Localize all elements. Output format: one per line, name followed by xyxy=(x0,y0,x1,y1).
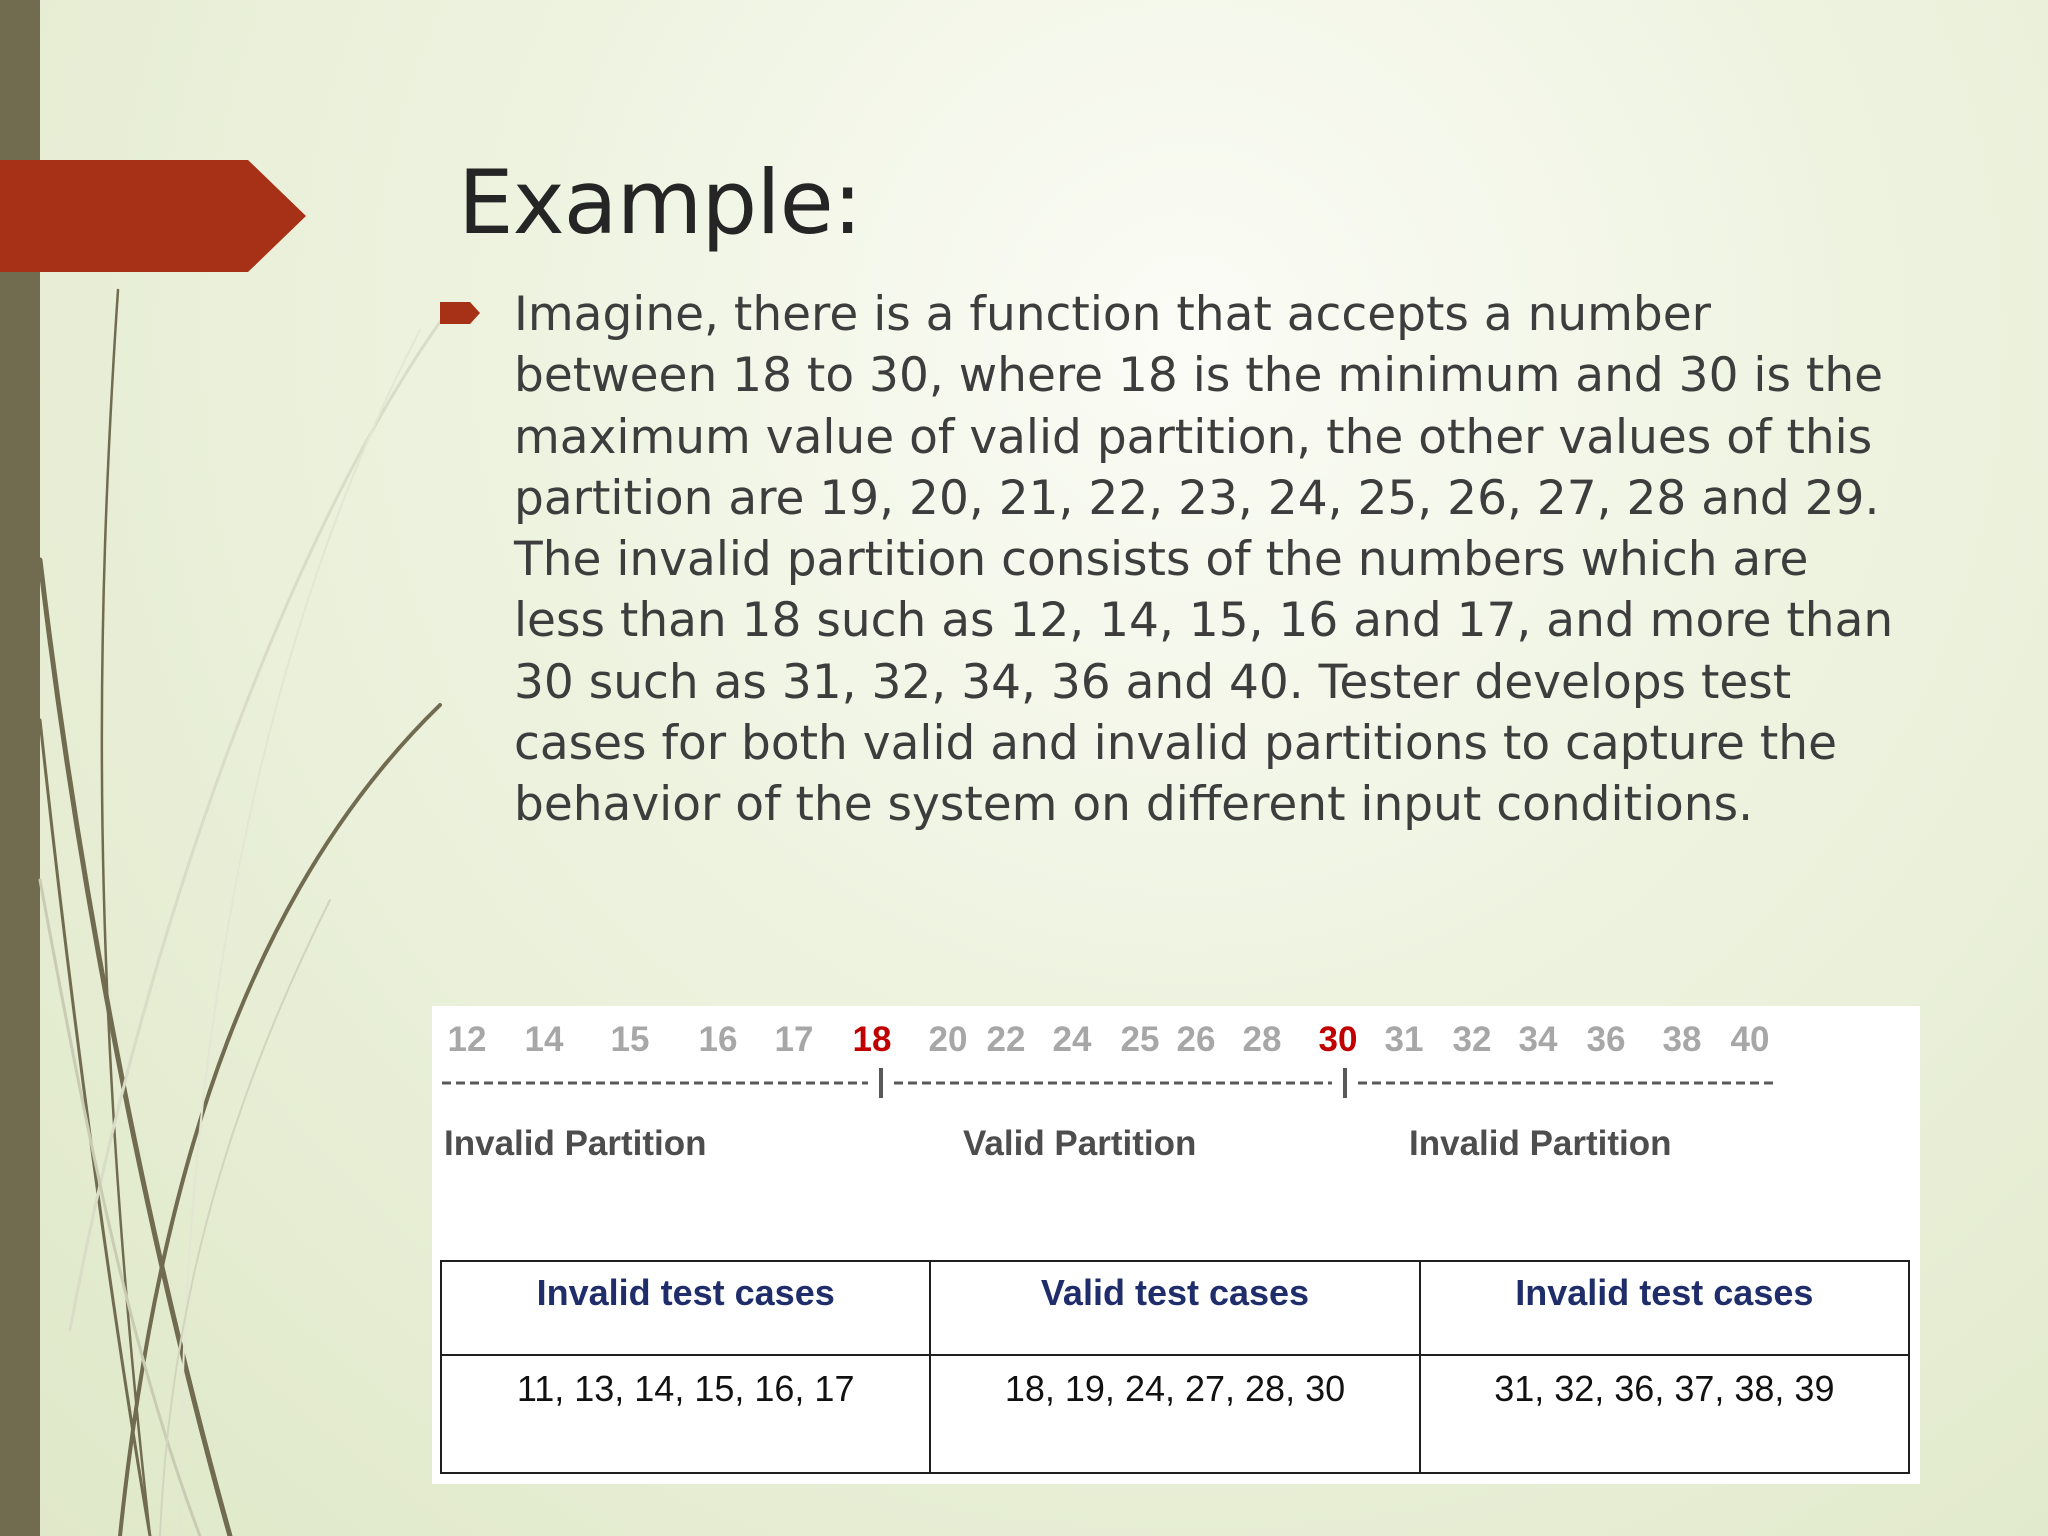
slide-body-text: Imagine, there is a function that accepts a number between 18 to 30, where 18 is the minimum and 30 is the maximum value of valid partition, the other values of this partition are 19, 20, 21, 22, 23, 24, 25, 26, 27, 28 and 29. The invalid partition consists of the numbers which are less than 18 such as 12, 14, 15, 16 and 17, and more than 30 such as 31, 32, 34, 36 and 40. Tester develops test cases for both valid and invalid partitions to capture the behavior of the system on different input conditions. xyxy=(514,287,1894,833)
title-arrow-tab xyxy=(0,160,308,272)
number-label: 34 xyxy=(1518,1020,1558,1059)
number-label: 40 xyxy=(1730,1020,1770,1059)
table-cell: 11, 13, 14, 15, 16, 17 xyxy=(441,1355,930,1473)
number-label: 15 xyxy=(610,1020,650,1059)
table-cell: 18, 19, 24, 27, 28, 30 xyxy=(930,1355,1419,1473)
arrow-bullet-icon xyxy=(440,300,480,326)
table-header-cell: Invalid test cases xyxy=(441,1261,930,1355)
number-label: 22 xyxy=(986,1020,1026,1059)
table-header-cell: Valid test cases xyxy=(930,1261,1419,1355)
number-label: 17 xyxy=(774,1020,814,1059)
number-label: 32 xyxy=(1452,1020,1492,1059)
slide-title: Example: xyxy=(458,151,862,254)
number-label-boundary: 18 xyxy=(852,1020,892,1059)
test-cases-table xyxy=(440,1260,1910,1474)
number-label: 28 xyxy=(1242,1020,1282,1059)
invalid-partition-label-left: Invalid Partition xyxy=(444,1124,707,1163)
partition-dash-line xyxy=(442,1068,1882,1098)
number-label: 36 xyxy=(1586,1020,1626,1059)
table-header-row xyxy=(441,1261,1909,1355)
number-label: 12 xyxy=(447,1020,487,1059)
number-label: 16 xyxy=(698,1020,738,1059)
number-label: 26 xyxy=(1176,1020,1216,1059)
number-label: 14 xyxy=(524,1020,564,1059)
number-label: 25 xyxy=(1120,1020,1160,1059)
number-label: 38 xyxy=(1662,1020,1702,1059)
number-label-boundary: 30 xyxy=(1318,1020,1358,1059)
table-cell: 31, 32, 36, 37, 38, 39 xyxy=(1420,1355,1909,1473)
partition-diagram xyxy=(432,1006,1920,1484)
table-row xyxy=(441,1355,1909,1473)
invalid-partition-label-right: Invalid Partition xyxy=(1409,1124,1672,1163)
number-label: 24 xyxy=(1052,1020,1092,1059)
valid-partition-label: Valid Partition xyxy=(963,1124,1197,1163)
number-label: 31 xyxy=(1384,1020,1424,1059)
table-header-cell: Invalid test cases xyxy=(1420,1261,1909,1355)
number-label: 20 xyxy=(928,1020,968,1059)
